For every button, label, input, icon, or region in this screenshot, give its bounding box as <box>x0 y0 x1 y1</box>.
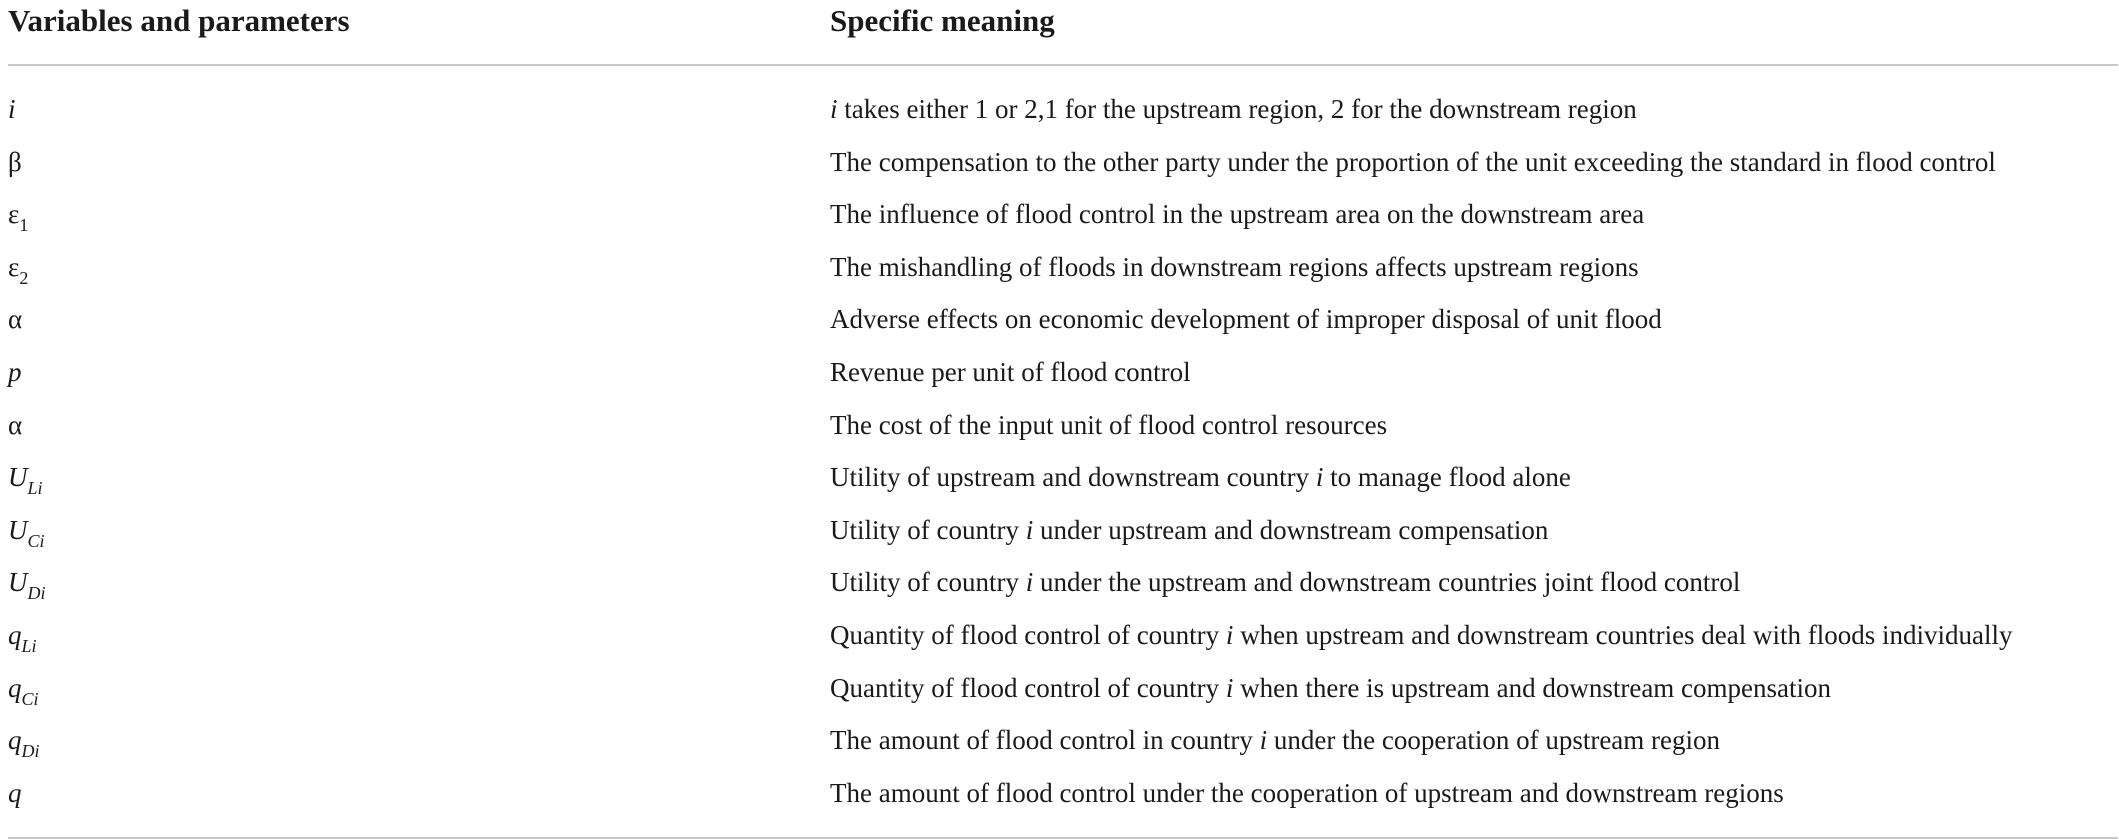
variable-symbol: β <box>8 146 22 177</box>
meaning-text: The influence of flood control in the upstream area on the downstream area <box>830 199 1645 230</box>
meaning-cell <box>830 670 1831 706</box>
table-header-row <box>8 0 2118 66</box>
meaning-cell <box>830 775 1784 811</box>
meaning-italic-variable: i <box>1225 672 1234 703</box>
variable-cell <box>8 512 45 551</box>
variable-subscript: Di <box>27 583 46 604</box>
table-row <box>8 512 2118 565</box>
variable-cell <box>8 722 40 762</box>
variable-cell <box>8 407 22 443</box>
variable-cell <box>8 144 22 180</box>
variable-cell <box>8 249 29 288</box>
meaning-text: takes either 1 or 2,1 for the upstream region, 2 for the downstream region <box>837 94 1637 124</box>
variable-subscript: Ci <box>27 530 45 551</box>
variable-symbol: i <box>8 94 16 124</box>
meaning-italic-variable: i <box>1025 514 1034 545</box>
variable-subscript: Di <box>21 741 40 762</box>
variable-subscript: Li <box>21 635 37 656</box>
variable-symbol: α <box>8 304 23 335</box>
variable-subscript: 2 <box>19 267 29 288</box>
meaning-text: The compensation to the other party under the proportion of the unit exceeding the standard in flood control <box>830 146 1996 177</box>
meaning-italic-variable: i <box>1315 462 1324 493</box>
meaning-text: under the upstream and downstream countries joint flood control <box>1033 567 1741 598</box>
table-row <box>8 459 2118 512</box>
meaning-cell <box>830 617 2013 653</box>
header-variables-and-parameters: Variables and parameters <box>8 3 350 38</box>
meaning-text: when upstream and downstream countries deal with floods individually <box>1233 619 2013 650</box>
variable-cell <box>8 459 43 499</box>
variable-cell <box>8 670 39 709</box>
table-row <box>8 301 2118 354</box>
table-row <box>8 722 2118 775</box>
variable-symbol: q <box>8 777 22 808</box>
variable-symbol: U <box>8 567 28 598</box>
variable-subscript: 1 <box>19 215 29 236</box>
variable-cell <box>8 775 22 811</box>
variable-cell <box>8 196 29 236</box>
meaning-text: Utility of country <box>830 514 1026 545</box>
table-row <box>8 775 2118 828</box>
table-row <box>8 196 2118 249</box>
meaning-text: under upstream and downstream compensation <box>1033 514 1549 545</box>
variable-cell <box>8 564 46 604</box>
variable-symbol: U <box>8 514 28 545</box>
table-row <box>8 91 2118 144</box>
table-row <box>8 249 2118 302</box>
meaning-text: The mishandling of floods in downstream regions affects upstream regions <box>830 251 1639 282</box>
meaning-italic-variable: i <box>1225 619 1234 650</box>
meaning-cell <box>830 144 1996 180</box>
meaning-text: Quantity of flood control of country <box>830 672 1226 703</box>
meaning-italic-variable: i <box>1025 567 1034 598</box>
meaning-text: The amount of flood control in country <box>830 725 1260 756</box>
meaning-italic-variable: i <box>1259 725 1268 756</box>
header-specific-meaning: Specific meaning <box>830 3 1055 38</box>
table-row <box>8 407 2118 460</box>
meaning-cell <box>830 249 1639 285</box>
meaning-text: under the cooperation of upstream region <box>1267 725 1721 756</box>
table-row <box>8 144 2118 197</box>
meaning-text: The amount of flood control under the cooperation of upstream and downstream regions <box>830 777 1784 808</box>
table-body <box>8 66 2118 827</box>
table-row <box>8 617 2118 670</box>
variable-cell <box>8 354 22 390</box>
meaning-text: Utility of upstream and downstream country <box>830 462 1316 493</box>
meaning-text: Utility of country <box>830 567 1026 598</box>
variable-symbol: q <box>8 619 22 650</box>
table-row <box>8 670 2118 723</box>
variable-symbol: α <box>8 409 23 440</box>
meaning-text: Adverse effects on economic development of improper disposal of unit flood <box>830 304 1662 335</box>
meaning-cell <box>830 301 1662 337</box>
variable-cell <box>8 91 16 127</box>
variable-subscript: Ci <box>21 688 39 709</box>
variable-symbol: q <box>8 725 22 756</box>
meaning-text: The cost of the input unit of flood control resources <box>830 409 1388 440</box>
variable-cell <box>8 301 22 337</box>
meaning-cell <box>830 196 1644 232</box>
variable-symbol: U <box>8 462 28 493</box>
meaning-cell <box>830 459 1571 495</box>
variable-cell <box>8 617 37 656</box>
parameter-table <box>8 0 2118 839</box>
meaning-cell <box>830 91 1637 127</box>
variable-subscript: Li <box>27 478 43 499</box>
table-row <box>8 354 2118 407</box>
meaning-italic-variable: i <box>830 94 838 124</box>
table-row <box>8 564 2118 617</box>
meaning-cell <box>830 354 1191 390</box>
meaning-text: Revenue per unit of flood control <box>830 356 1191 387</box>
meaning-text: to manage flood alone <box>1323 462 1571 493</box>
meaning-cell <box>830 722 1720 758</box>
variable-symbol: ε <box>8 251 20 282</box>
variable-symbol: ε <box>8 199 20 230</box>
meaning-text: when there is upstream and downstream compensation <box>1233 672 1832 703</box>
meaning-cell <box>830 407 1387 443</box>
meaning-text: Quantity of flood control of country <box>830 619 1226 650</box>
meaning-cell <box>830 564 1740 600</box>
variable-symbol: p <box>8 356 22 387</box>
variable-symbol: q <box>8 672 22 703</box>
meaning-cell <box>830 512 1548 548</box>
